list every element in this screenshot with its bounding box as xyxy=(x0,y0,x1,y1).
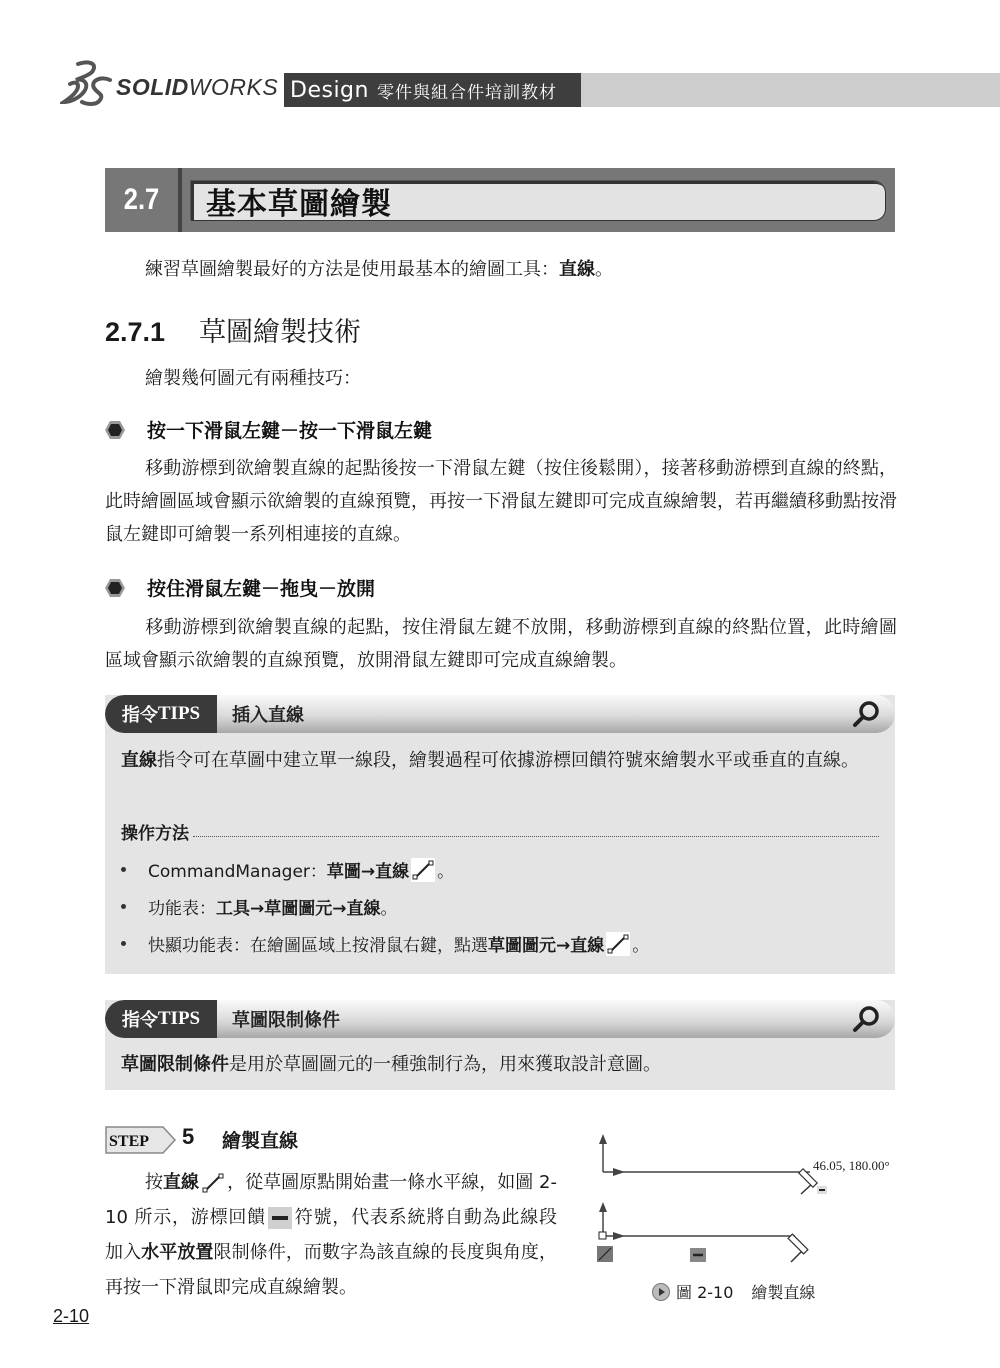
method-end: 。 xyxy=(632,936,650,956)
tips-body-text: 是用於草圖圖元的一種強制行為，用來獲取設計意圖。 xyxy=(229,1054,661,1075)
tips-label: 指令 TIPS xyxy=(105,695,217,733)
step-text: 按 xyxy=(145,1172,164,1193)
technique-title: 按住滑鼠左鍵－拖曳－放開 xyxy=(147,578,376,600)
subsection-intro: 繪製幾何圖元有兩種技巧： xyxy=(145,368,361,389)
method-end: 。 xyxy=(437,862,455,882)
hexagon-bullet-icon xyxy=(105,578,125,598)
figure-marker-icon xyxy=(652,1283,670,1301)
section-title-box xyxy=(191,181,886,221)
origin-axes-top xyxy=(599,1134,810,1176)
brand-wordmark: SOLIDWORKS xyxy=(116,74,279,100)
technique-heading-2 xyxy=(105,574,375,601)
tips-title: 草圖限制條件 xyxy=(232,1010,340,1031)
technique-body-2 xyxy=(105,611,897,677)
bullet-dot xyxy=(121,867,126,872)
method-item xyxy=(121,857,454,882)
figure-number: 圖 2-10 xyxy=(676,1283,734,1302)
page-number: 2-10 xyxy=(53,1306,90,1326)
tips-header-bar xyxy=(105,695,895,733)
tips-header-bar xyxy=(105,1000,895,1038)
intro-paragraph xyxy=(145,253,613,286)
length-angle-readout: 46.05, 180.00° xyxy=(813,1158,890,1173)
intro-end: 。 xyxy=(595,259,613,280)
method-prefix: 快顯功能表：在繪圖區域上按滑鼠右鍵，點選 xyxy=(148,936,488,956)
step-number: 5 xyxy=(182,1124,195,1149)
technique-text: 移動游標到欲繪製直線的起點後按一下滑鼠左鍵（按住後鬆開），接著移動游標到直線的終點，此時繪圖區域會顯示欲繪製的直線預覽，再按一下滑鼠左鍵即可完成直線繪製，若再繼續移動點按滑鼠左鍵即可繪製一系列相連接的直線。 xyxy=(105,458,897,545)
tips-box-insert-line xyxy=(105,695,895,974)
tips-label: 指令 TIPS xyxy=(105,1000,217,1038)
tips-title: 插入直線 xyxy=(232,705,304,726)
technique-heading-1 xyxy=(105,416,432,443)
intro-bold: 直線 xyxy=(559,259,595,280)
method-prefix: 功能表： xyxy=(148,899,216,919)
section-divider xyxy=(178,168,182,232)
book-title-bar xyxy=(284,73,581,107)
method-heading xyxy=(121,819,879,844)
technique-text: 移動游標到欲繪製直線的起點，按住滑鼠左鍵不放開，移動游標到直線的終點位置，此時繪圖區域會顯示欲繪製的直線預覽，放開滑鼠左鍵即可完成直線繪製。 xyxy=(105,617,897,671)
step-text: ，從草圖原點開始畫一條水平線，如圖 2-10 所示，游標回饋 xyxy=(105,1172,558,1228)
bullet-dot xyxy=(121,904,126,909)
tips-box-sketch-relations xyxy=(105,1000,895,1090)
subsection-title: 草圖繪製技術 xyxy=(199,317,362,348)
subsection-number: 2.7.1 xyxy=(105,317,166,347)
method-item xyxy=(121,931,649,956)
figure-caption xyxy=(652,1280,815,1303)
origin-axes-bottom xyxy=(599,1202,795,1240)
tips-description xyxy=(121,1048,879,1081)
method-end: 。 xyxy=(380,899,398,919)
tips-body-bold: 草圖限制條件 xyxy=(121,1054,229,1075)
step-title: 繪製直線 xyxy=(222,1130,299,1152)
dotted-leader xyxy=(193,826,879,837)
technique-body-1 xyxy=(105,452,897,551)
method-path: 工具→草圖圖元→直線 xyxy=(216,899,381,919)
step-badge-icon xyxy=(105,1125,177,1155)
search-icon xyxy=(851,1004,881,1034)
line-tool-icon xyxy=(201,1171,225,1195)
line-tool-icon xyxy=(411,858,435,882)
section-number: 2.7 xyxy=(123,183,160,216)
tips-body-bold: 直線 xyxy=(121,750,157,771)
method-item xyxy=(121,894,398,919)
step-text: 符號，代表系統將自動為此線段加入 xyxy=(105,1207,557,1263)
tips-body-text: 指令可在草圖中建立單一線段，繪製過程可依據游標回饋符號來繪製水平或垂直的直線。 xyxy=(157,750,859,771)
method-path: 草圖圖元→直線 xyxy=(488,936,605,956)
section-title: 基本草圖繪製 xyxy=(206,187,392,222)
svg-text:STEP: STEP xyxy=(109,1133,150,1150)
method-path: 草圖→直線 xyxy=(326,862,410,882)
line-tool-icon xyxy=(606,932,630,956)
step-text: 限制條件，而數字為該直線的長度與角度，再按一下滑鼠即完成直線繪製。 xyxy=(105,1242,558,1298)
technique-title: 按一下滑鼠左鍵－按一下滑鼠左鍵 xyxy=(147,420,433,442)
tips-description xyxy=(121,743,879,779)
search-icon xyxy=(851,699,881,729)
bullet-dot xyxy=(121,941,126,946)
step-bold: 水平放置 xyxy=(141,1242,214,1263)
hexagon-bullet-icon xyxy=(105,420,125,440)
method-prefix: CommandManager： xyxy=(148,862,327,882)
subsection-heading xyxy=(105,310,361,349)
book-title-en: Design xyxy=(290,77,369,103)
intro-text: 練習草圖繪製最好的方法是使用最基本的繪圖工具： xyxy=(145,259,559,280)
header-bar-fill xyxy=(581,73,1000,107)
figure-title: 繪製直線 xyxy=(751,1283,816,1302)
pencil-cursor-icon xyxy=(788,1234,808,1262)
step-bold: 直線 xyxy=(163,1172,200,1193)
figure-draw-line xyxy=(585,1130,905,1280)
method-label: 操作方法 xyxy=(121,824,189,844)
ds-logo-icon xyxy=(60,58,114,108)
step-paragraph xyxy=(105,1165,557,1305)
book-title-zh: 零件與組合件培訓教材 xyxy=(376,82,557,103)
horizontal-relation-icon xyxy=(268,1207,292,1229)
